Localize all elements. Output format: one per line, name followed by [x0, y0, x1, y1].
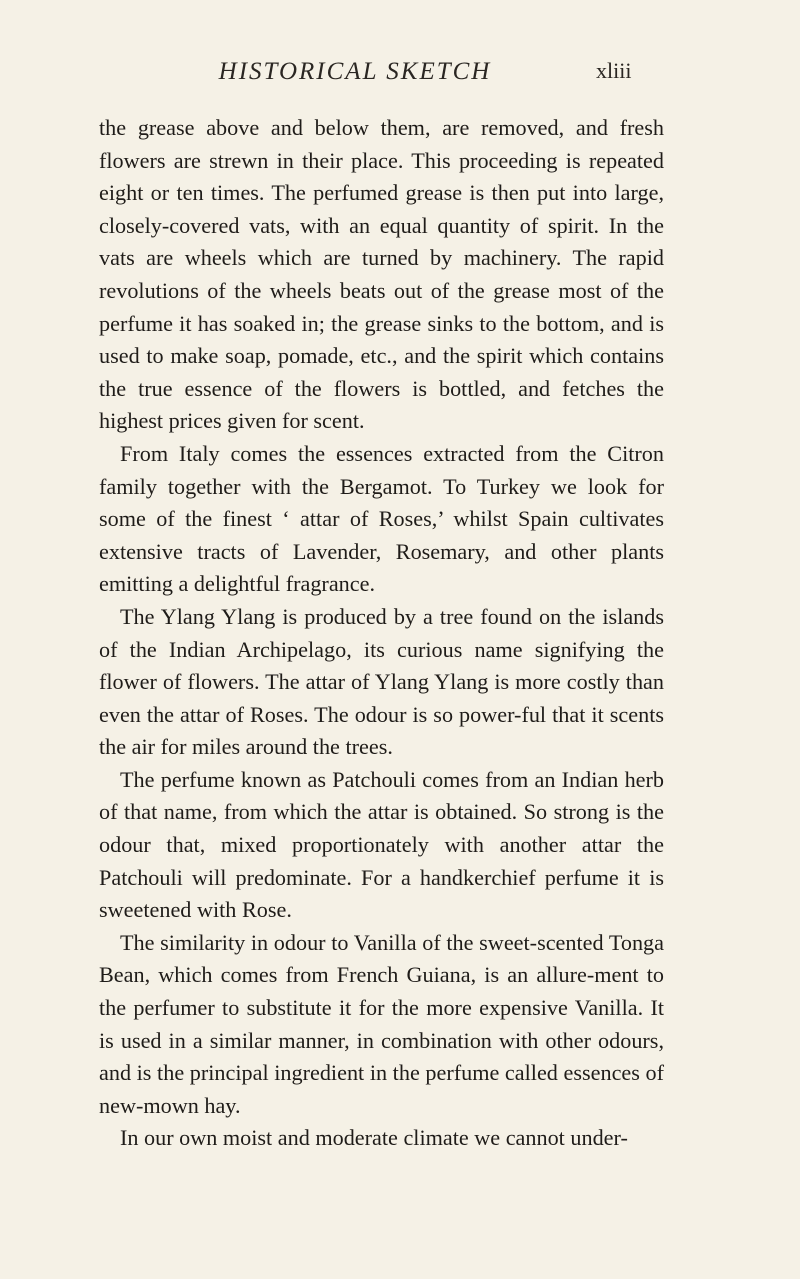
paragraph-climate: In our own moist and moderate climate we cannot under-	[120, 1125, 628, 1151]
page-number: xliii	[596, 58, 632, 83]
paragraph-patchouli: The perfume known as Patchouli comes from an Indian herb of that name, from which the attar is obtained. So strong is the odour that, mixed proportionately with another attar the Patchouli will predominate. For a handkerchief perfume it is sweetened with Rose.	[99, 766, 664, 923]
paragraph-ylang-ylang: The Ylang Ylang is produced by a tree found on the islands of the Indian Archipelago, its curious name signifying the flower of flowers. The attar of Ylang Ylang is more costly than even the attar of Roses. The odour is so power-ful that it scents the air for miles around the trees.	[99, 603, 664, 760]
body-text	[99, 112, 664, 1155]
paragraph-tonga-bean: The similarity in odour to Vanilla of the sweet-scented Tonga Bean, which comes from French Guiana, is an allure-ment to the perfumer to substitute it for the more expensive Vanilla. It is used in a similar manner, in combination with other odours, and is the principal ingredient in the perfume called essences of new-mown hay.	[99, 929, 664, 1118]
paragraph-continuation: the grease above and below them, are removed, and fresh flowers are strewn in their place. This proceeding is repeated eight or ten times. The perfumed grease is then put into large, closely-covered vats, with an equal quantity of spirit. In the vats are wheels which are turned by machinery. The rapid revolutions of the wheels beats out of the grease most of the perfume it has soaked in; the grease sinks to the bottom, and is used to make soap, pomade, etc., and the spirit which contains the true essence of the flowers is bottled, and fetches the highest prices given for scent.	[99, 115, 664, 434]
paragraph-italy-turkey-spain: From Italy comes the essences extracted from the Citron family together with the Bergamot. To Turkey we look for some of the finest ‘ attar of Roses,’ whilst Spain cultivates extensive tracts of Lavender, Rosemary, and other plants emitting a delightful fragrance.	[99, 440, 664, 597]
running-head: HISTORICAL SKETCH	[218, 58, 492, 85]
